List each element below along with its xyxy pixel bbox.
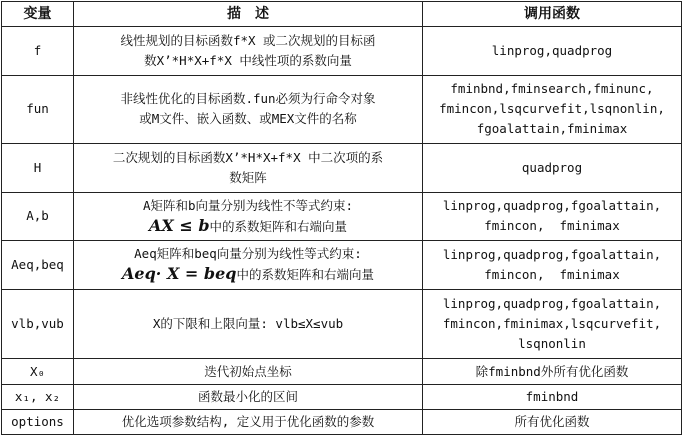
desc-cell bbox=[74, 192, 423, 240]
desc-cell bbox=[74, 75, 423, 143]
desc-line: Aeq矩阵和beq向量分别为线性等式约束: bbox=[134, 246, 362, 262]
var-cell: Aeq,beq bbox=[2, 241, 74, 289]
desc-line: 非线性优化的目标函数.fun必须为行命令对象 bbox=[120, 91, 376, 107]
funcs-line: fmincon,fminimax,lsqcurvefit, bbox=[442, 315, 662, 331]
funcs-line: fgoalattain,fminimax bbox=[476, 121, 628, 137]
funcs-cell bbox=[423, 409, 682, 434]
desc-cell bbox=[74, 27, 423, 75]
funcs-cell bbox=[423, 27, 682, 75]
table-row bbox=[2, 192, 682, 240]
var-cell: f bbox=[2, 27, 74, 75]
header-description: 描 述 bbox=[74, 2, 423, 27]
desc-cell bbox=[74, 409, 423, 434]
desc-tail: 中的系数矩阵和右端向量 bbox=[236, 267, 374, 283]
desc-cell bbox=[74, 144, 423, 192]
funcs-line: fmincon,lsqcurvefit,lsqnonlin, bbox=[439, 101, 665, 117]
desc-line: A矩阵和b向量分别为线性不等式约束: bbox=[142, 197, 354, 213]
var-cell: fun bbox=[2, 75, 74, 143]
funcs-line: linprog,quadprog,fgoalattain, bbox=[442, 246, 662, 262]
funcs-line: fminbnd,fminsearch,fminunc, bbox=[450, 81, 654, 97]
desc-cell bbox=[74, 241, 423, 289]
funcs-line: linprog,quadprog bbox=[491, 43, 613, 59]
desc-cell bbox=[74, 289, 423, 358]
desc-line: 或M文件、嵌入函数、或MEX文件的名称 bbox=[139, 111, 357, 127]
desc-cell bbox=[74, 385, 423, 409]
table-row bbox=[2, 27, 682, 75]
desc-line: 优化选项参数结构, 定义用于优化函数的参数 bbox=[121, 413, 375, 429]
var-cell: vlb,vub bbox=[2, 289, 74, 358]
funcs-line: linprog,quadprog,fgoalattain, bbox=[442, 295, 662, 311]
table-row bbox=[2, 385, 682, 409]
table-row bbox=[2, 358, 682, 384]
header-row bbox=[2, 2, 682, 27]
funcs-cell bbox=[423, 385, 682, 409]
table-row bbox=[2, 241, 682, 289]
funcs-cell bbox=[423, 358, 682, 384]
desc-tail: 中的系数矩阵和右端向量 bbox=[209, 218, 348, 234]
funcs-line: 除fminbnd外所有优化函数 bbox=[475, 363, 629, 379]
equality-formula: Aeq· X = beq bbox=[122, 264, 237, 284]
funcs-line: quadprog bbox=[521, 159, 583, 175]
parameter-table bbox=[1, 1, 682, 435]
table-row bbox=[2, 75, 682, 143]
header-variable: 变量 bbox=[2, 2, 74, 27]
funcs-line: lsqnonlin bbox=[518, 335, 586, 351]
desc-cell bbox=[74, 358, 423, 384]
funcs-cell bbox=[423, 241, 682, 289]
header-functions: 调用函数 bbox=[423, 2, 682, 27]
funcs-cell bbox=[423, 144, 682, 192]
desc-line: 线性规划的目标函数f*X 或二次规划的目标函 bbox=[120, 33, 376, 49]
var-cell: A,b bbox=[2, 192, 74, 240]
table-row bbox=[2, 144, 682, 192]
funcs-line: fmincon, fminimax bbox=[484, 266, 620, 282]
funcs-line: fmincon, fminimax bbox=[484, 218, 620, 234]
desc-line bbox=[78, 216, 418, 237]
funcs-line: linprog,quadprog,fgoalattain, bbox=[442, 198, 662, 214]
funcs-cell bbox=[423, 75, 682, 143]
var-cell: options bbox=[2, 409, 74, 434]
var-cell: X₀ bbox=[2, 358, 74, 384]
table-row bbox=[2, 289, 682, 358]
desc-line: 二次规划的目标函数X’*H*X+f*X 中二次项的系 bbox=[112, 149, 384, 165]
funcs-line: fminbnd bbox=[525, 388, 579, 404]
desc-line: 迭代初始点坐标 bbox=[204, 363, 292, 379]
desc-line: 数X’*H*X+f*X 中线性项的系数向量 bbox=[144, 53, 352, 69]
inequality-formula: AX ≤ b bbox=[148, 215, 210, 235]
funcs-cell bbox=[423, 192, 682, 240]
desc-line: 函数最小化的区间 bbox=[197, 388, 298, 404]
table-row bbox=[2, 409, 682, 434]
desc-line: 数矩阵 bbox=[229, 169, 267, 185]
funcs-cell bbox=[423, 289, 682, 358]
desc-line bbox=[78, 264, 418, 285]
funcs-line: 所有优化函数 bbox=[514, 413, 590, 429]
desc-line: X的下限和上限向量: vlb≤X≤vub bbox=[152, 315, 344, 331]
var-cell: x₁, x₂ bbox=[2, 385, 74, 409]
var-cell: H bbox=[2, 144, 74, 192]
